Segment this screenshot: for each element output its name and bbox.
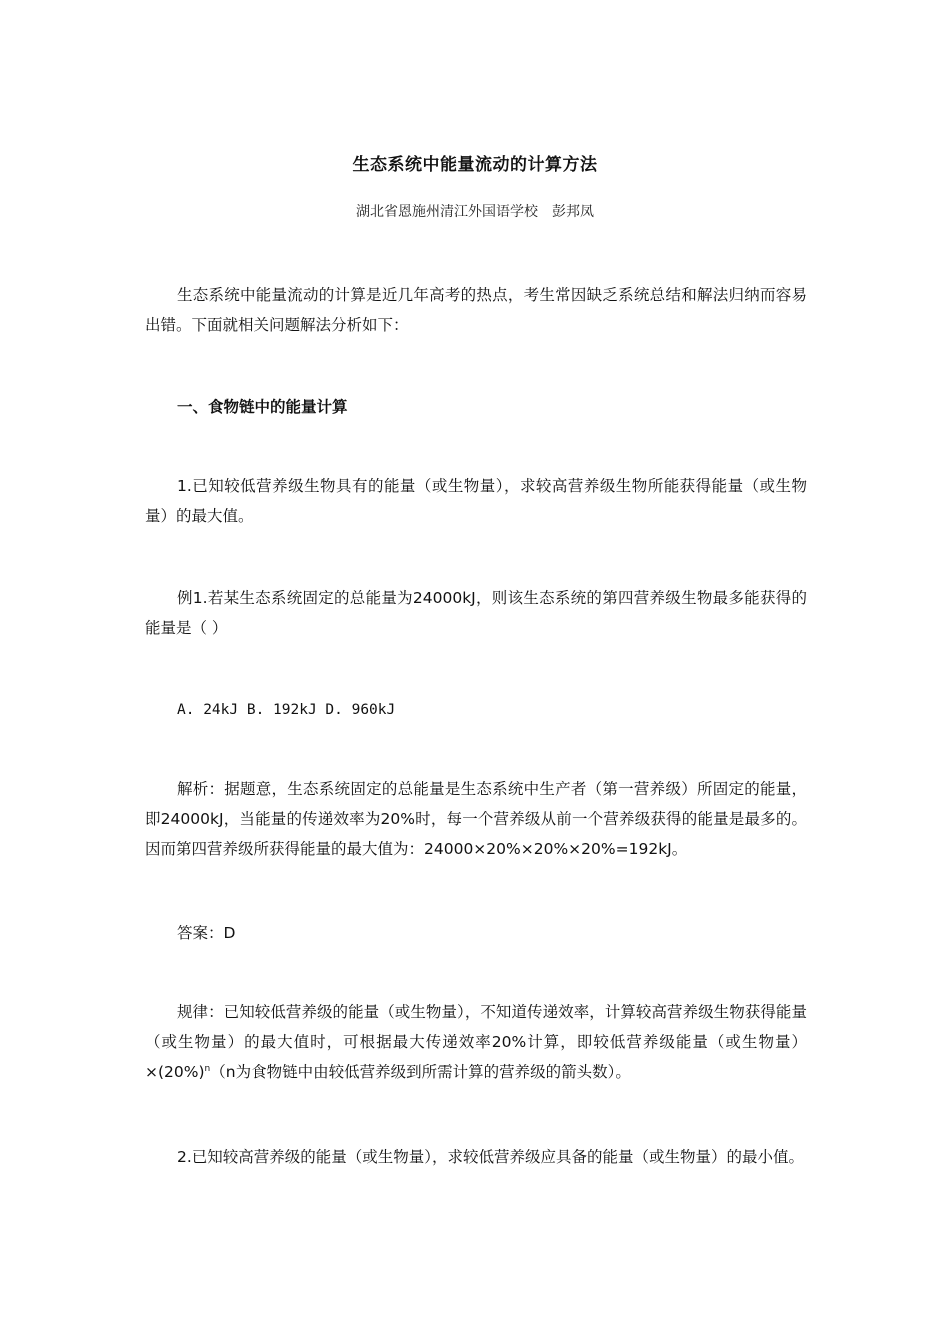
answer-options: A. 24kJ B. 192kJ D. 960kJ [177,702,396,718]
example-1-paragraph: 例1.若某生态系统固定的总能量为24000kJ，则该生态系统的第四营养级生物最多能获得的能量是（ ） [145,589,807,637]
section-heading: 一、食物链中的能量计算 [177,398,348,416]
answer-line: 答案：D [177,924,236,942]
case-1-paragraph: 1.已知较低营养级生物具有的能量（或生物量），求较高营养级生物所能获得能量（或生物量）的最大值。 [145,477,807,525]
rule-text: 规律：已知较低营养级的能量（或生物量），不知道传递效率，计算较高营养级生物获得能量（或生物量）的最大值时，可根据最大传递效率20%计算，即较低营养级能量（或生物量）×(20%) [145,1003,807,1081]
document-title: 生态系统中能量流动的计算方法 [352,155,598,175]
rule-paragraph [145,997,807,1087]
author-line: 湖北省恩施州清江外国语学校 彭邦凤 [356,204,594,220]
case-2-paragraph: 2.已知较高营养级的能量（或生物量），求较低营养级应具备的能量（或生物量）的最小值。 [177,1148,805,1166]
analysis-paragraph: 解析：据题意，生态系统固定的总能量是生态系统中生产者（第一营养级）所固定的能量，即24000kJ，当能量的传递效率为20%时，每一个营养级从前一个营养级获得的能量是最多的。因而第四营养级所获得能量的最大值为：24000×20%×20%×20%=192kJ。 [145,780,807,858]
intro-paragraph: 生态系统中能量流动的计算是近几年高考的热点，考生常因缺乏系统总结和解法归纳而容易出错。下面就相关问题解法分析如下： [145,286,807,334]
rule-exponent: n [204,1063,211,1074]
rule-text-continued: （n为食物链中由较低营养级到所需计算的营养级的箭头数）。 [210,1063,631,1081]
